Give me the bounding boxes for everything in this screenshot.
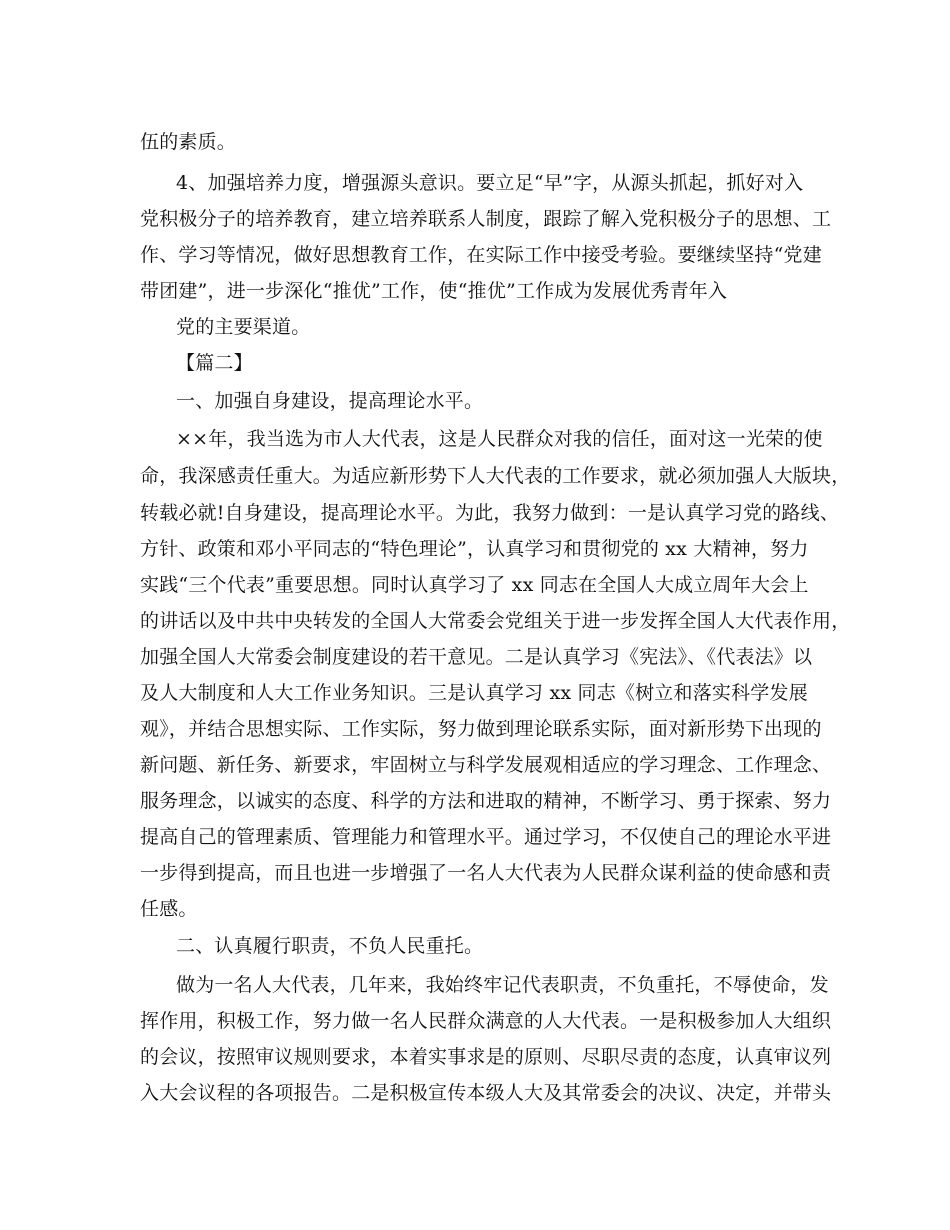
paragraph-line: 方针、政策和邓小平同志的“特色理论”，认真学习和贯彻党的 xx 大精神，努力 (140, 538, 809, 560)
section-heading: 【篇二】 (176, 352, 253, 374)
paragraph-line: 4、加强培养力度，增强源头意识。要立足“早”字，从源头抓起，抓好对入 (176, 172, 804, 194)
paragraph-line: ××年，我当选为市人大代表，这是人民群众对我的信任，面对这一光荣的使 (176, 428, 823, 450)
paragraph-line: 任感。 (140, 898, 198, 920)
paragraph-line: 的讲话以及中共中央转发的全国人大常委会党组关于进一步发挥全国人大代表作用， (140, 610, 851, 632)
paragraph-line: 党积极分子的培养教育，建立培养联系人制度，跟踪了解入党积极分子的思想、工 (140, 208, 832, 230)
paragraph-line: 命，我深感责任重大。为适应新形势下人大代表的工作要求，就必须加强人大版块， (140, 465, 851, 487)
paragraph-line: 的会议，按照审议规则要求，本着实事求是的原则、尽职尽责的态度，认真审议列 (140, 1046, 832, 1068)
paragraph-line: 观》，并结合思想实际、工作实际，努力做到理论联系实际，面对新形势下出现的 (140, 718, 822, 740)
paragraph-line: 伍的素质。 (140, 131, 237, 153)
paragraph-line: 一步得到提高，而且也进一步增强了一名人大代表为人民群众谋利益的使命感和责 (140, 862, 832, 884)
paragraph-line: 作、学习等情况，做好思想教育工作，在实际工作中接受考验。要继续坚持“党建 (140, 244, 822, 266)
paragraph-line: 提高自己的管理素质、管理能力和管理水平。通过学习，不仅使自己的理论水平进 (140, 826, 832, 848)
paragraph-line: 做为一名人大代表，几年来，我始终牢记代表职责，不负重托，不辱使命，发 (176, 974, 829, 996)
paragraph-line: 服务理念，以诚实的态度、科学的方法和进取的精神，不断学习、勇于探索、努力 (140, 790, 832, 812)
paragraph-line: 挥作用，积极工作，努力做一名人民群众满意的人大代表。一是积极参加人大组织 (140, 1010, 832, 1032)
subsection-heading: 一、加强自身建设，提高理论水平。 (176, 390, 484, 412)
paragraph-line: 实践“三个代表”重要思想。同时认真学习了 xx 同志在全国人大成立周年大会上 (140, 574, 809, 596)
subsection-heading: 二、认真履行职责，不负人民重托。 (176, 935, 484, 957)
paragraph-line: 及人大制度和人大工作业务知识。三是认真学习 xx 同志《树立和落实科学发展 (140, 682, 808, 704)
paragraph-line: 转载必就!自身建设，提高理论水平。为此，我努力做到：一是认真学习党的路线、 (140, 502, 840, 524)
paragraph-line: 党的主要渠道。 (176, 316, 311, 338)
paragraph-line: 加强全国人大常委会制度建设的若干意见。二是认真学习《宪法》、《代表法》以 (140, 646, 813, 668)
paragraph-line: 新问题、新任务、新要求，牢固树立与科学发展观相适应的学习理念、工作理念、 (140, 754, 832, 776)
paragraph-line: 入大会议程的各项报告。二是积极宣传本级人大及其常委会的决议、决定，并带头 (140, 1082, 832, 1104)
paragraph-line: 带团建”，进一步深化“推优”工作，使“推优”工作成为发展优秀青年入 (140, 280, 728, 302)
